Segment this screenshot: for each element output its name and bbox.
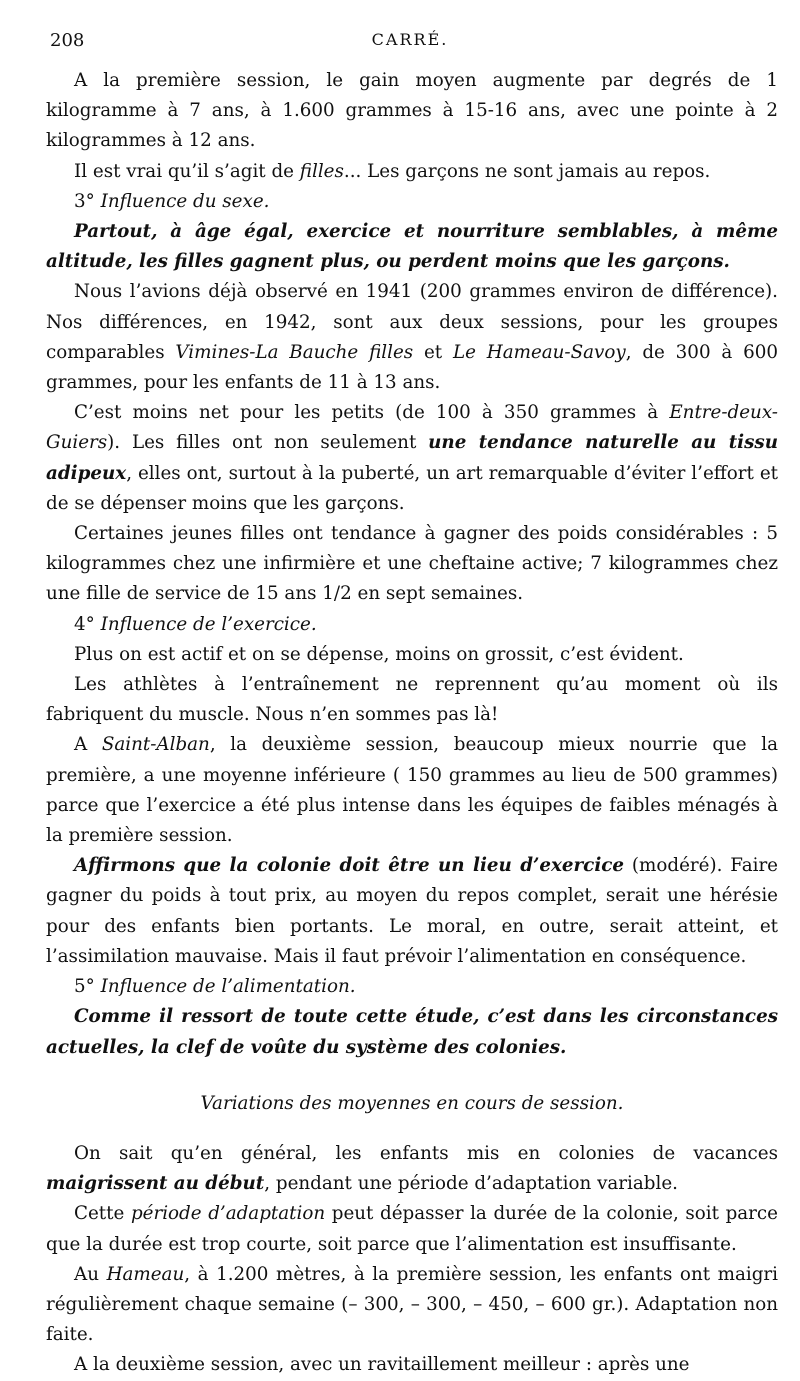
section-heading [46,972,778,1002]
emphasis: Affirmons que la colonie doit être un lieu d’exercice [74,855,625,877]
paragraph: Certaines jeunes filles ont tendance à gagner des poids considérables : 5 kilogrammes chez une infirmière et une cheftaine active; 7 kilogrammes chez une fille de service de 15 ans 1/2 en sept semaines. [46,523,778,605]
paragraph: A la deuxième session, avec un ravitaillement meilleur : après une [74,1354,690,1376]
section-heading [46,610,778,640]
paragraph: Les athlètes à l’entraînement ne reprennent qu’au moment où ils fabriquent du muscle. Nous n’en sommes pas là! [46,674,778,726]
text-run: A [74,734,102,756]
text-run: ... Les garçons ne sont jamais au repos. [343,160,711,182]
paragraph [46,217,778,277]
text-run: , la deuxième session, beaucoup mieux nourrie que la première, a une moyenne inférieure ( 150 grammes au lieu de 500 grammes) parce que l’exercice a été plus intense dans les équipes de faibles ménagés à la première session. [46,734,778,847]
text-run: et [413,341,453,363]
emphasis: filles [299,160,344,182]
emphasis: maigrissent au début [46,1173,265,1195]
emphasis: Hameau [106,1263,185,1285]
section-title: Influence de l’exercice. [100,613,317,635]
text-run: peut dépasser la durée de la colonie, soit parce que la durée est trop courte, soit parce que l’alimentation est insuffisante. [46,1203,778,1255]
page-body [46,66,778,1381]
text-run: , à 1.200 mètres, à la première session, les enfants ont maigri régulièrement chaque semaine (– 300, – 300, – 450, – 600 gr.). Adaptation non faite. [46,1263,778,1346]
emphasis: Comme il ressort de toute cette étude, c’est dans les circonstances actuelles, la clef de voûte du système des colonies. [46,1006,778,1058]
text-run: , de 300 à 600 grammes, pour les enfants de 11 à 13 ans. [46,341,779,394]
text-run: , elles ont, surtout à la puberté, un art remarquable d’éviter l’effort et de se dépenser moins que les garçons. [46,462,778,514]
emphasis: période d’adaptation [130,1203,326,1225]
emphasis: Saint-Alban [101,734,210,756]
emphasis: Le Hameau-Savoy [452,341,626,363]
text-run: Il est vrai qu’il s’agit de [74,160,300,182]
text-run: Cette [74,1203,131,1225]
paragraph [46,851,778,972]
emphasis: Entre-deux-Guiers [46,402,778,454]
text-run: ). Les filles ont non seulement [107,432,429,454]
section-number: 4° [74,613,95,635]
section-title: Influence du sexe. [100,190,270,212]
section-number: 5° [74,976,95,998]
section-number: 3° [74,190,95,212]
paragraph [46,277,778,398]
text-run: , pendant une période d’adaptation variable. [264,1173,678,1195]
text-run: Nous l’avions déjà observé en 1941 (200 grammes environ de différence). Nos différences, en 1942, sont aux deux sessions, pour les groupes comparables [46,281,778,363]
paragraph: A la première session, le gain moyen augmente par degrés de 1 kilogramme à 7 ans, à 1.600 grammes à 15-16 ans, avec une pointe à 2 kilogrammes à 12 ans. [46,70,778,152]
emphasis: une tendance naturelle au tissu adipeux [46,432,778,484]
text-run: On sait qu’en général, les enfants mis en colonies de vacances [74,1142,778,1164]
paragraph [46,398,778,519]
paragraph: Plus on est actif et on se dépense, moins on grossit, c’est évident. [74,643,684,665]
paragraph [46,1002,778,1062]
page-number: 208 [50,30,85,51]
paragraph [46,157,778,187]
subsection-title: Variations des moyennes en cours de session. [200,1092,624,1114]
paragraph [46,1139,778,1199]
emphasis: Partout, à âge égal, exercice et nourriture semblables, à même altitude, les filles gagnent plus, ou perdent moins que les garçons. [46,221,778,273]
paragraph [46,1260,778,1351]
text-run: (modéré). Faire gagner du poids à tout prix, au moyen du repos complet, serait une hérésie pour des enfants bien portants. Le moral, en outre, serait atteint, et l’assimilation mauvaise. Mais il faut prévoir l’alimentation en conséquence. [46,855,778,967]
paragraph [46,1199,778,1259]
text-run: Au [74,1263,107,1285]
page-header [50,30,770,56]
paragraph [46,730,778,851]
section-title: Influence de l’alimentation. [100,976,356,998]
emphasis: Vimines-La Bauche filles [175,341,414,363]
section-heading [46,187,778,217]
running-head: CARRÉ. [371,30,449,49]
text-run: C’est moins net pour les petits (de 100 à 350 grammes à [74,402,670,424]
